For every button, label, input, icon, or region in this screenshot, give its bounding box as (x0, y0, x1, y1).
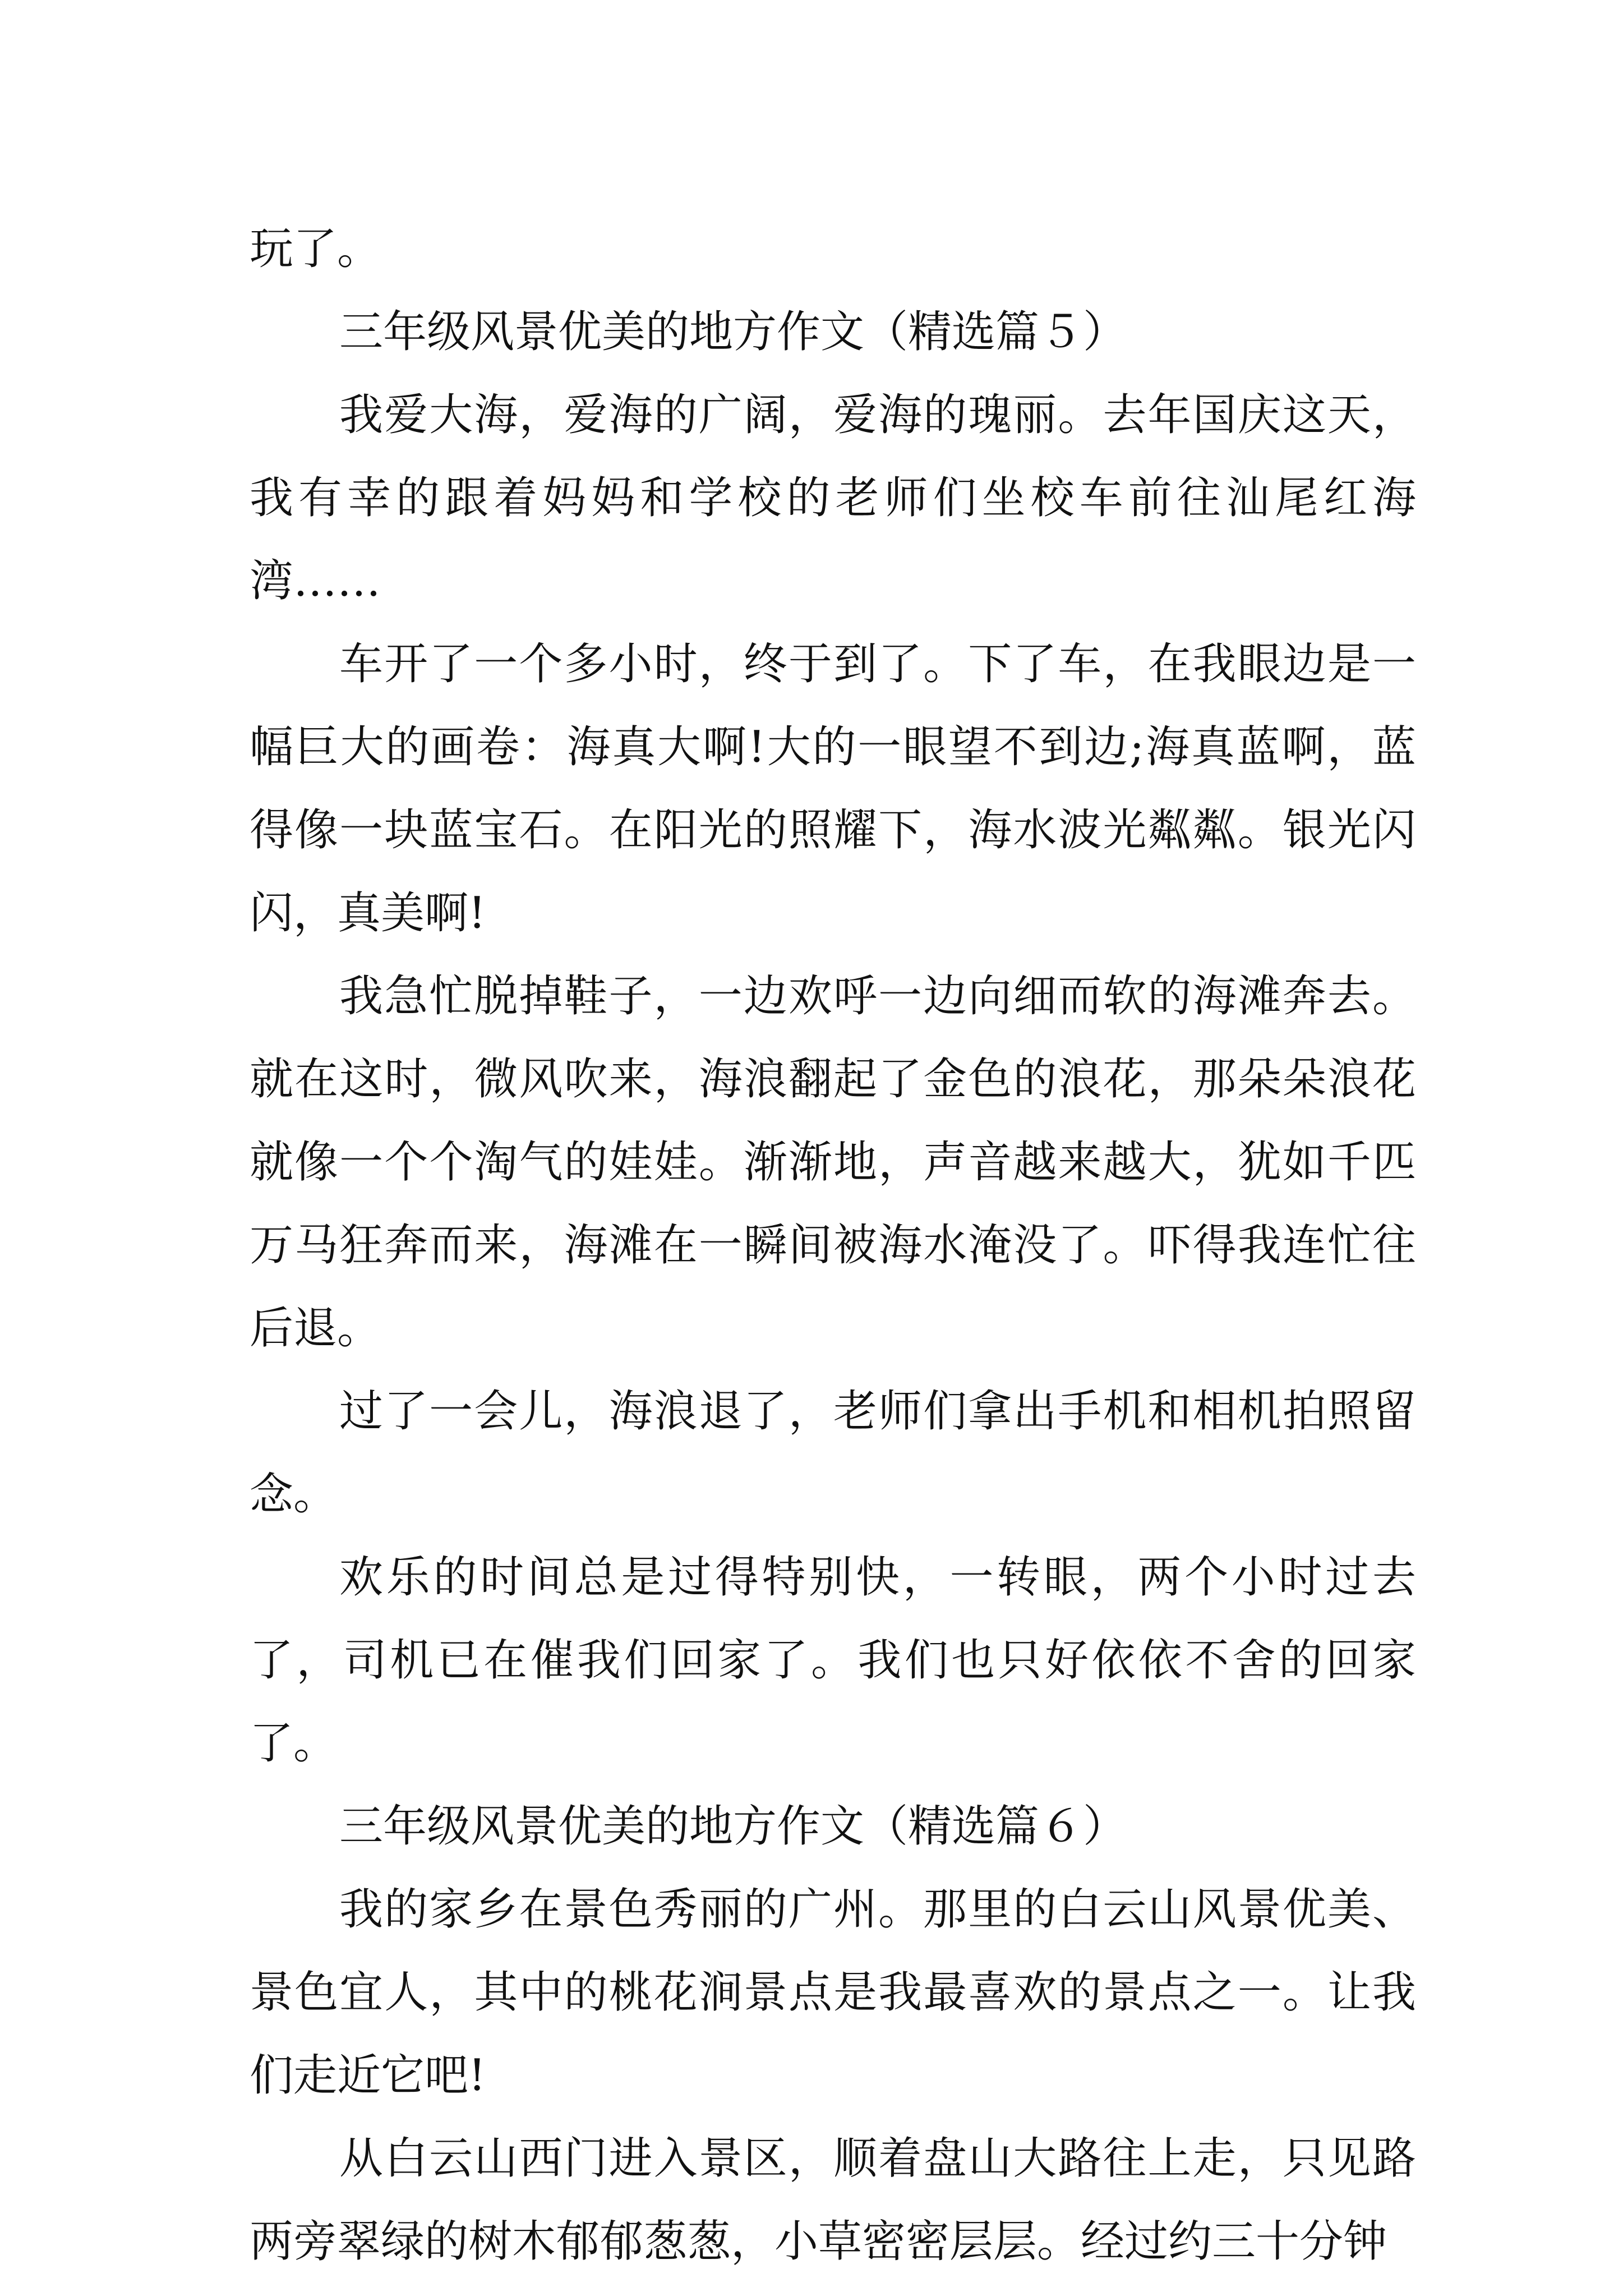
paragraph: 我爱大海，爱海的广阔，爱海的瑰丽。去年国庆这天，我有幸的跟着妈妈和学校的老师们坐校车前往汕尾红海湾…… (250, 390, 1416, 606)
paragraph: 我的家乡在景色秀丽的广州。那里的白云山风景优美、景色宜人，其中的桃花涧景点是我最喜欢的景点之一。让我们走近它吧! (250, 1884, 1416, 2101)
paragraph: 欢乐的时间总是过得特别快，一转眼，两个小时过去了，司机已在催我们回家了。我们也只好依依不舍的回家了。 (250, 1552, 1416, 1769)
paragraph: 从白云山西门进入景区，顺着盘山大路往上走，只见路两旁翠绿的树木郁郁葱葱，小草密密层层。经过约三十分钟 (250, 2133, 1416, 2267)
section-heading-5: 三年级风景优美的地方作文（精选篇５） (339, 307, 1127, 357)
document-body (250, 208, 1416, 2283)
paragraph: 过了一会儿，海浪退了，老师们拿出手机和相机拍照留念。 (250, 1386, 1416, 1520)
section-heading-6: 三年级风景优美的地方作文（精选篇６） (339, 1801, 1127, 1852)
paragraph: 车开了一个多小时，终于到了。下了车，在我眼边是一幅巨大的画卷：海真大啊!大的一眼望不到边;海真蓝啊，蓝得像一块蓝宝石。在阳光的照耀下，海水波光粼粼。银光闪闪，真美啊! (250, 639, 1416, 938)
paragraph-continuation: 玩了。 (250, 224, 381, 274)
paragraph: 我急忙脱掉鞋子，一边欢呼一边向细而软的海滩奔去。就在这时，微风吹来，海浪翻起了金色的浪花，那朵朵浪花就像一个个淘气的娃娃。渐渐地，声音越来越大，犹如千匹万马狂奔而来，海滩在一瞬间被海水淹没了。吓得我连忙往后退。 (250, 971, 1416, 1354)
